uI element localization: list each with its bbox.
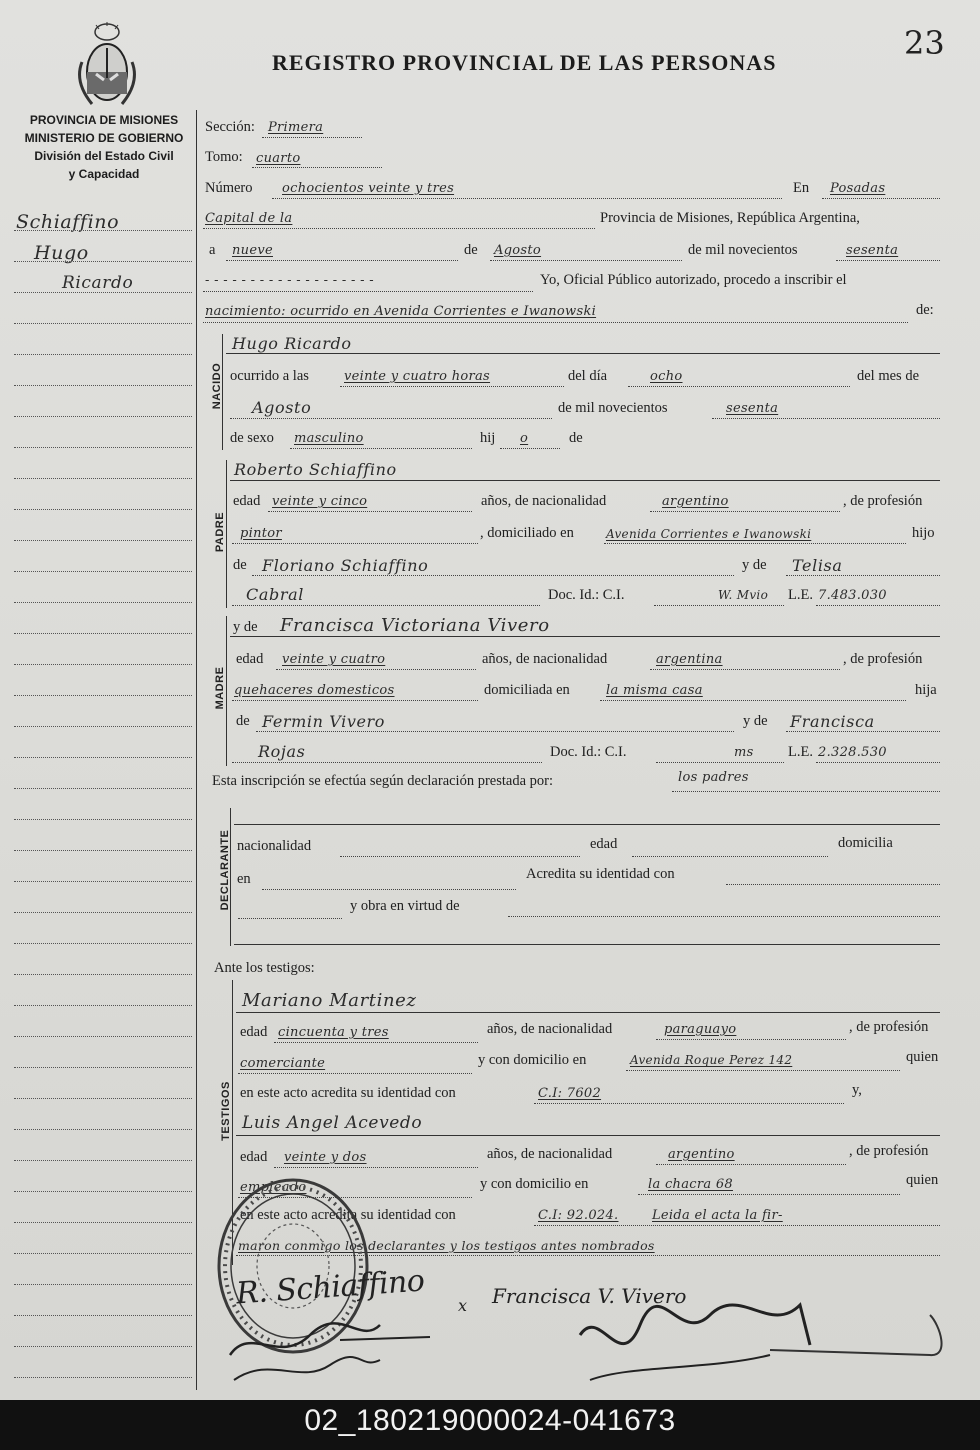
value-padre-madre-2: Cabral: [246, 585, 304, 604]
value-cierre-1: Leida el acta la fir-: [652, 1208, 783, 1223]
padre-padre-line: [252, 575, 734, 576]
margin-ruled-line: [14, 602, 192, 603]
declarante-nac-line: [340, 856, 580, 857]
authority-line-1: PROVINCIA DE MISIONES: [29, 113, 179, 127]
value-t1-nombre: Mariano Martinez: [242, 990, 417, 1011]
t2-nac-line: [656, 1164, 846, 1165]
value-dia: ocho: [650, 369, 683, 384]
margin-ruled-line: [14, 633, 192, 634]
authority-block: [14, 111, 194, 183]
value-padre-le: 7.483.030: [818, 588, 887, 603]
label-hijo: hijo: [912, 525, 935, 541]
margin-ruled-line: [14, 1098, 192, 1099]
madre-le-line: [816, 762, 940, 763]
page-number: 23: [904, 24, 945, 62]
label-acredita: Acredita su identidad con: [526, 866, 675, 882]
value-mes: Agosto: [252, 398, 312, 417]
label-yo: Yo, Oficial Público autorizado, procedo a inscribir el: [540, 272, 847, 288]
declarante-acredita-line: [726, 884, 940, 885]
margin-ruled-line: [14, 1315, 192, 1316]
label-del-dia: del día: [568, 368, 608, 384]
value-madre-ci: ms: [734, 745, 754, 760]
madre-edad-line: [276, 669, 476, 670]
margin-ruled-line: [14, 695, 192, 696]
signature-madre: Francisca V. Vivero: [492, 1284, 687, 1308]
label-t1-edad: edad: [240, 1024, 268, 1040]
capital-line: [203, 228, 595, 229]
declarante-obra-line: [508, 916, 940, 917]
margin-ruled-line: [14, 1284, 192, 1285]
value-madre-madre-1: Francisca: [790, 712, 875, 731]
margin-ruled-line: [14, 1005, 192, 1006]
margin-ruled-line: [14, 1067, 192, 1068]
dia-acta-line: [226, 260, 458, 261]
sexo-line: [290, 448, 472, 449]
numero-line: [272, 198, 782, 199]
margin-ruled-line: [14, 416, 192, 417]
label-t1-profesion: , de profesión: [849, 1019, 929, 1035]
padre-le-line: [816, 605, 940, 606]
margin-ruled-line: [14, 1160, 192, 1161]
margin-ruled-line: [14, 1346, 192, 1347]
value-madre-edad: veinte y cuatro: [282, 652, 386, 667]
value-numero: ochocientos veinte y tres: [282, 181, 455, 196]
margin-ruled-line: [14, 726, 192, 727]
anio-acta-line: [836, 260, 940, 261]
label-padre-domicilio: , domiciliado en: [480, 525, 574, 541]
padre-nac-line: [650, 511, 840, 512]
label-padre-de: de: [233, 557, 247, 573]
margin-name-1: Hugo: [34, 242, 89, 264]
madre-ci-line: [656, 762, 784, 763]
nacido-nombre-line: [226, 353, 940, 354]
label-ante-testigos: Ante los testigos:: [214, 960, 315, 976]
margin-ruled-line: [14, 912, 192, 913]
label-t2-acredita: en este acto acredita su identidad con: [240, 1207, 456, 1223]
padre-madre-line-2: [232, 605, 540, 606]
signature-separator-x: x: [458, 1296, 468, 1315]
padre-ci-line: [654, 605, 784, 606]
value-hora: veinte y cuatro horas: [344, 369, 491, 384]
label-ocurrido: ocurrido a las: [230, 368, 309, 384]
label-declarante-domicilia: domicilia: [838, 835, 893, 851]
mes-line: [230, 418, 552, 419]
margin-ruled-line: [14, 1253, 192, 1254]
label-padre-y-de: y de: [742, 557, 767, 573]
authority-line-2: MINISTERIO DE GOBIERNO: [24, 131, 184, 145]
label-padre-edad: edad: [233, 493, 261, 509]
madre-padre-line: [256, 731, 734, 732]
label-madre-edad: edad: [236, 651, 264, 667]
value-padre-edad: veinte y cinco: [272, 494, 368, 509]
value-mes-acta: Agosto: [494, 243, 542, 258]
madre-prof-line: [232, 700, 478, 701]
label-madre-doc: Doc. Id.: C.I.: [550, 744, 627, 760]
label-de-mil-2: de mil novecientos: [558, 400, 668, 416]
label-declarante-edad: edad: [590, 836, 618, 852]
label-madre-profesion: , de profesión: [843, 651, 923, 667]
mes-acta-line: [490, 260, 682, 261]
padre-nombre-line: [230, 480, 940, 481]
label-inscripcion: Esta inscripción se efectúa según declaración prestada por:: [212, 773, 554, 789]
margin-ruled-line: [14, 1036, 192, 1037]
hora-line: [340, 386, 564, 387]
madre-dom-line: [600, 700, 906, 701]
value-madre-prof: quehaceres domesticos: [234, 683, 395, 698]
value-padre-madre-1: Telisa: [792, 556, 843, 575]
margin-ruled-line: [14, 447, 192, 448]
label-t1-nacionalidad: años, de nacionalidad: [487, 1021, 613, 1037]
hecho-line: [203, 322, 908, 323]
t1-prof-line: [238, 1073, 472, 1074]
value-t2-nombre: Luis Angel Acevedo: [242, 1113, 423, 1133]
margin-ruled-line: [14, 881, 192, 882]
value-madre-le: 2.328.530: [818, 745, 887, 760]
declarante-dom-line: [262, 889, 516, 890]
section-label-declarante: DECLARANTE: [219, 829, 231, 911]
margin-name-2: Ricardo: [62, 273, 134, 293]
label-t1-quien: quien: [906, 1049, 939, 1065]
value-padre-ci: W. Mvio: [718, 588, 769, 602]
t2-nombre-line: [236, 1135, 940, 1136]
madre-nombre-line: [230, 636, 940, 637]
margin-ruled-line: [14, 323, 192, 324]
label-de-colon: de:: [916, 302, 934, 318]
label-declarante-en: en: [237, 871, 251, 887]
value-padre-nombre: Roberto Schiaffino: [234, 460, 397, 479]
value-t1-prof: comerciante: [240, 1056, 326, 1071]
label-t2-nacionalidad: años, de nacionalidad: [487, 1146, 613, 1162]
margin-ruled-line: [14, 788, 192, 789]
value-tomo: cuarto: [256, 151, 301, 166]
value-t2-edad: veinte y dos: [284, 1150, 367, 1165]
authority-line-3: División del Estado Civil: [34, 149, 174, 163]
label-padre-doc: Doc. Id.: C.I.: [548, 587, 625, 603]
label-de-progenitores: de: [569, 430, 583, 446]
margin-ruled-line: [14, 819, 192, 820]
t2-ci-line: [534, 1225, 940, 1226]
margin-ruled-line: [14, 354, 192, 355]
label-padre-le: L.E.: [788, 587, 813, 603]
seccion-line: [262, 137, 362, 138]
margin-ruled-line: [14, 1222, 192, 1223]
label-de-mil: de mil novecientos: [688, 242, 798, 258]
anio-line: [712, 418, 940, 419]
madre-madre-line-1: [786, 731, 940, 732]
label-a: a: [209, 242, 216, 258]
value-madre-padre: Fermin Vivero: [262, 712, 386, 731]
label-madre-domicilio: domiciliada en: [484, 682, 570, 698]
coat-of-arms-emblem: [74, 22, 140, 112]
margin-surname: Schiaffino: [16, 211, 120, 233]
t1-nac-line: [656, 1039, 846, 1040]
label-padre-profesion: , de profesión: [843, 493, 923, 509]
value-madre-nombre: Francisca Victoriana Vivero: [280, 615, 550, 636]
padre-madre-line-1: [786, 575, 940, 576]
margin-ruled-line: [14, 540, 192, 541]
label-t1-acredita: en este acto acredita su identidad con: [240, 1085, 456, 1101]
value-madre-dom: la misma casa: [606, 683, 703, 698]
value-t2-ci: C.I: 92.024.: [538, 1208, 619, 1223]
label-del-mes: del mes de: [857, 368, 920, 384]
tomo-line: [252, 167, 382, 168]
value-t2-prof: empleado: [240, 1180, 307, 1195]
hij-line: [500, 448, 560, 449]
value-t1-edad: cincuenta y tres: [278, 1025, 389, 1040]
madre-nac-line: [650, 669, 840, 670]
padre-prof-line: [232, 543, 478, 544]
label-t2-edad: edad: [240, 1149, 268, 1165]
t1-dom-line: [626, 1070, 900, 1071]
value-hij: o: [520, 431, 529, 446]
margin-ruled-line: [14, 292, 192, 293]
label-t2-quien: quien: [906, 1172, 939, 1188]
value-t2-dom: la chacra 68: [648, 1177, 733, 1192]
value-padre-prof: pintor: [240, 526, 282, 541]
margin-ruled-line: [14, 261, 192, 262]
registry-title: REGISTRO PROVINCIAL DE LAS PERSONAS: [272, 50, 777, 75]
document-id-text: 02_180219000024-041673: [304, 1404, 676, 1437]
padre-bracket: [226, 460, 227, 608]
value-nacido-nombre: Hugo Ricardo: [232, 334, 352, 353]
section-label-nacido: NACIDO: [211, 362, 223, 410]
dia-line: [628, 386, 850, 387]
main-vertical-rule: [196, 110, 197, 1390]
label-provincia: Provincia de Misiones, República Argentina,: [600, 210, 860, 226]
margin-ruled-line: [14, 478, 192, 479]
document-id-bar: [0, 1400, 980, 1450]
margin-ruled-line: [14, 943, 192, 944]
declarante-line-1: [672, 791, 940, 792]
declarante-extra-line: [238, 918, 342, 919]
margin-ruled-line: [14, 664, 192, 665]
declarante-bottom-line: [234, 944, 940, 945]
t1-edad-line: [274, 1042, 478, 1043]
margin-ruled-line: [14, 230, 192, 231]
margin-ruled-line: [14, 1377, 192, 1378]
t2-dom-line: [638, 1194, 900, 1195]
label-en: En: [793, 180, 810, 196]
label-t2-profesion: , de profesión: [849, 1143, 929, 1159]
margin-ruled-line: [14, 850, 192, 851]
signature-padre: R. Schiaffino: [235, 1263, 426, 1312]
margin-ruled-line: [14, 509, 192, 510]
label-seccion: Sección:: [205, 119, 255, 135]
value-t1-nac: paraguayo: [664, 1022, 737, 1037]
margin-ruled-line: [14, 1129, 192, 1130]
value-t2-nac: argentino: [668, 1147, 735, 1162]
value-madre-nac: argentina: [656, 652, 723, 667]
section-label-testigos: TESTIGOS: [220, 1081, 232, 1141]
label-t2-domicilio: y con domicilio en: [480, 1176, 589, 1192]
value-capital: Capital de la: [205, 211, 293, 226]
padre-edad-line: [268, 511, 472, 512]
margin-ruled-line: [14, 974, 192, 975]
margin-ruled-line: [14, 1191, 192, 1192]
label-declarante-nacionalidad: nacionalidad: [237, 838, 312, 854]
value-hecho: nacimiento: ocurrido en Avenida Corrientes e Iwanowski: [205, 304, 597, 319]
padre-dom-line: [604, 543, 906, 544]
lugar-line: [822, 198, 940, 199]
label-tomo: Tomo:: [205, 149, 243, 165]
label-madre-y-de-2: y de: [743, 713, 768, 729]
label-y-obra: y obra en virtud de: [350, 898, 460, 914]
label-hij: hij: [480, 430, 496, 446]
margin-ruled-line: [14, 757, 192, 758]
label-t1-y: y,: [852, 1082, 862, 1098]
t1-ci-line: [534, 1103, 844, 1104]
value-seccion: Primera: [268, 120, 324, 135]
declarante-edad-line: [632, 856, 828, 857]
value-lugar: Posadas: [830, 181, 886, 196]
declarante-nombre-line: [234, 824, 940, 825]
value-declarante: los padres: [678, 770, 749, 785]
label-padre-nacionalidad: años, de nacionalidad: [481, 493, 607, 509]
margin-ruled-line: [14, 385, 192, 386]
value-dia-acta: nueve: [232, 243, 273, 258]
value-madre-madre-2: Rojas: [258, 742, 306, 761]
label-madre-de: de: [236, 713, 250, 729]
acta-dashes: - - - - - - - - - - - - - - - - - - -: [205, 273, 374, 288]
yo-line: [203, 291, 533, 292]
value-anio-acta: sesenta: [846, 243, 899, 258]
value-cierre-2: maron conmigo los declarantes y los testigos antes nombrados: [238, 1238, 655, 1253]
value-padre-dom: Avenida Corrientes e Iwanowski: [606, 527, 812, 541]
madre-madre-line-2: [232, 762, 542, 763]
label-numero: Número: [205, 180, 253, 196]
label-t1-domicilio: y con domicilio en: [478, 1052, 587, 1068]
label-madre-le: L.E.: [788, 744, 813, 760]
value-anio: sesenta: [726, 401, 779, 416]
madre-bracket: [226, 616, 227, 766]
value-padre-nac: argentino: [662, 494, 729, 509]
value-t1-dom: Avenida Roque Perez 142: [630, 1053, 793, 1067]
authority-line-4: y Capacidad: [68, 167, 140, 181]
value-sexo: masculino: [294, 431, 364, 446]
label-madre-nacionalidad: años, de nacionalidad: [482, 651, 608, 667]
section-label-madre: MADRE: [214, 666, 226, 710]
label-hija: hija: [915, 682, 937, 698]
signature-scribbles: [210, 1285, 970, 1400]
section-label-padre: PADRE: [214, 511, 226, 553]
label-de-mes: de: [464, 242, 478, 258]
t1-nombre-line: [236, 1012, 940, 1013]
value-padre-padre: Floriano Schiaffino: [262, 556, 429, 575]
label-madre-y-de: y de: [233, 619, 258, 635]
margin-ruled-line: [14, 571, 192, 572]
label-de-sexo: de sexo: [230, 430, 274, 446]
value-t1-ci: C.I: 7602: [538, 1086, 602, 1101]
